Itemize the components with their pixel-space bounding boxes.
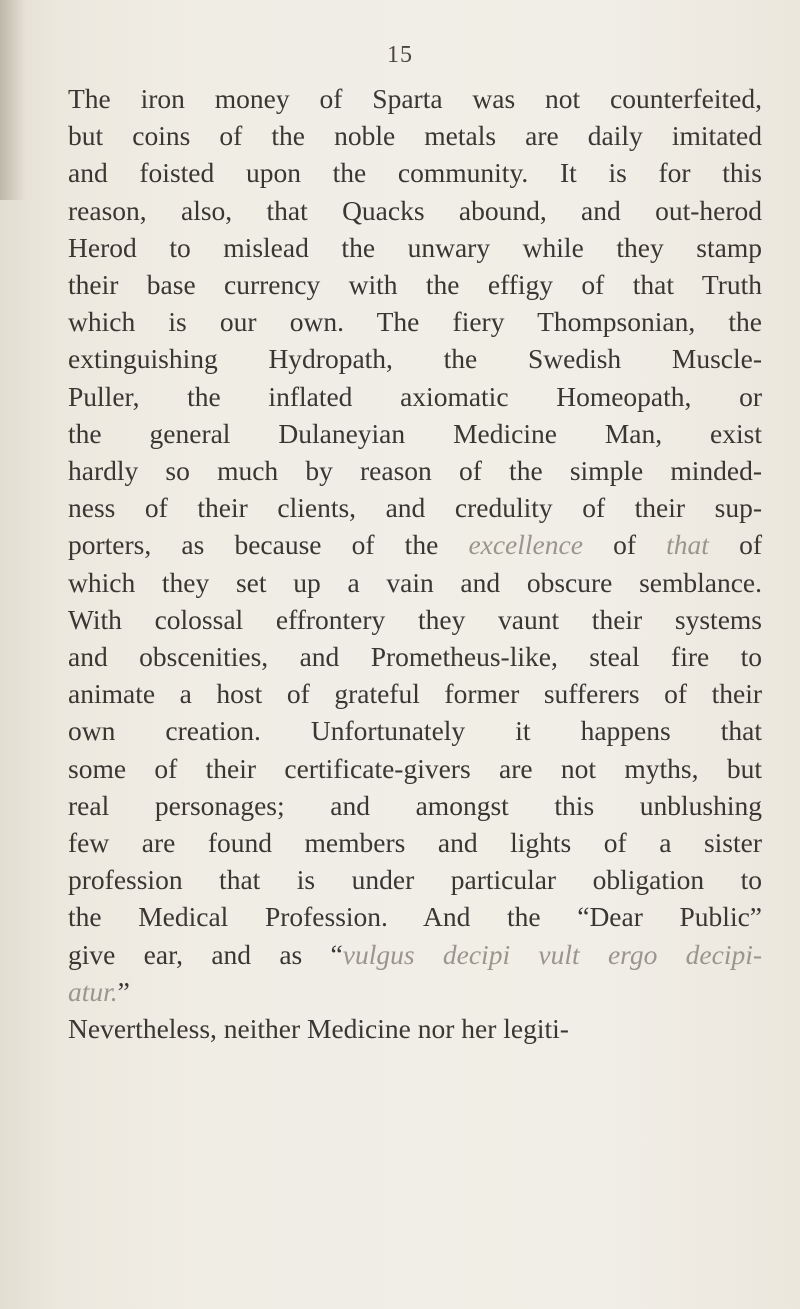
page-number: 15 (387, 42, 413, 68)
text-line (68, 80, 762, 117)
text-segment: extinguishing Hydropath, the Swedish Muscle- (68, 343, 762, 375)
text-line (68, 973, 762, 1010)
text-line (68, 378, 762, 415)
text-segment: and obscenities, and Prometheus-like, steal fire to (68, 641, 762, 673)
text-segment: few are found members and lights of a sister (68, 827, 762, 859)
text-segment: hardly so much by reason of the simple minded- (68, 455, 762, 487)
text-segment: which they set up a vain and obscure semblance. (68, 566, 762, 598)
text-segment: of (708, 529, 762, 561)
italic-text-segment: that (666, 529, 709, 561)
text-line (68, 340, 762, 377)
text-line (68, 266, 762, 303)
text-segment: which is our own. The fiery Thompsonian, the (68, 306, 762, 338)
binding-shadow (0, 0, 26, 200)
text-line (68, 675, 762, 712)
text-segment: porters, as because of the (68, 529, 469, 561)
text-segment: their base currency with the effigy of that Truth (68, 269, 762, 301)
text-line (68, 117, 762, 154)
text-segment: of (582, 529, 667, 561)
text-segment: With colossal effrontery they vaunt their systems (68, 603, 762, 635)
text-segment: the general Dulaneyian Medicine Man, exist (68, 417, 762, 449)
italic-text-segment: vulgus decipi vult ergo decipi- (342, 938, 763, 970)
text-line (68, 303, 762, 340)
text-segment: Puller, the inflated axiomatic Homeopath, or (68, 380, 762, 412)
text-segment: ness of their clients, and credulity of their sup- (68, 492, 762, 524)
text-line (68, 638, 762, 675)
text-line (68, 712, 762, 749)
text-segment: some of their certificate-givers are not myths, but (68, 752, 762, 784)
text-segment: real personages; and amongst this unblushing (68, 789, 762, 821)
text-line (68, 415, 762, 452)
text-line (68, 898, 762, 935)
text-line (68, 452, 762, 489)
text-segment: The iron money of Sparta was not counterfeited, (68, 83, 762, 114)
text-segment: reason, also, that Quacks abound, and out-herod (68, 194, 762, 226)
text-line (68, 564, 762, 601)
italic-text-segment: atur. (68, 975, 118, 1007)
text-line (68, 750, 762, 787)
italic-text-segment: excellence (468, 529, 583, 561)
text-line (68, 526, 762, 563)
text-line (68, 154, 762, 191)
text-line (68, 936, 762, 973)
text-segment: profession that is under particular obligation to (68, 864, 762, 896)
text-segment: but coins of the noble metals are daily imitated (68, 120, 762, 152)
body-text (68, 80, 762, 1047)
text-line (68, 861, 762, 898)
text-line (68, 229, 762, 266)
text-line (68, 787, 762, 824)
text-segment: ” (117, 975, 130, 1007)
text-segment: animate a host of grateful former sufferers of their (68, 678, 762, 710)
text-segment: the Medical Profession. And the “Dear Public” (68, 901, 762, 933)
text-line (68, 601, 762, 638)
text-segment: Nevertheless, neither Medicine nor her legiti- (68, 1013, 569, 1045)
text-segment: Herod to mislead the unwary while they stamp (68, 231, 762, 263)
text-segment: give ear, and as “ (68, 938, 343, 970)
text-segment: own creation. Unfortunately it happens that (68, 715, 762, 747)
text-segment: and foisted upon the community. It is for this (68, 157, 762, 189)
text-line (68, 192, 762, 229)
text-line (68, 1010, 762, 1047)
text-line (68, 824, 762, 861)
text-line (68, 489, 762, 526)
